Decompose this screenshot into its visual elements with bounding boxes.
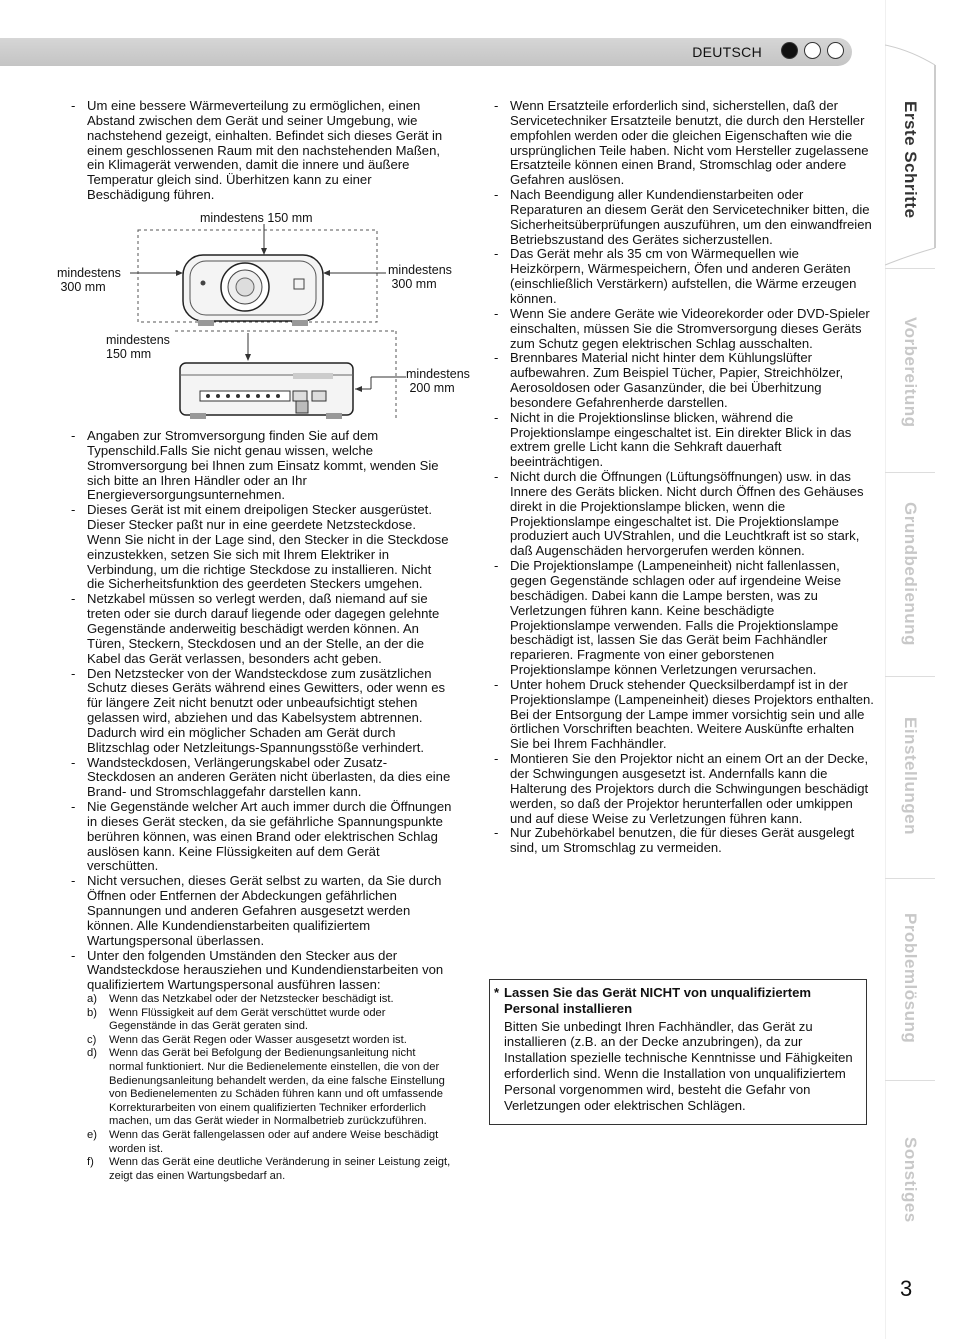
label-left-clearance: mindestens 300 mm	[57, 266, 121, 294]
indicator-dot-active	[781, 42, 798, 59]
sub-item-text: Wenn das Gerät bei Befolgung der Bedienungsanleitung nicht normal funktioniert. Nur die Bedienelemente einstellen, die von der Bedienungsanleitung behandelt werden, da eine falsche Einstellung von Bedienelementen zu Schäden führen kann und oft umfassende Korrekturarbeiten von einem qualifizierten Techniker erforderlich machen, um das Gerät wieder in Normalbetrieb zurückzuführen.	[109, 1047, 445, 1128]
tab-einstellungen[interactable]	[885, 676, 935, 876]
list-item: - Montieren Sie den Projektor nicht an einem Ort an der Decke, der Schwingungen ausgesetzt ist. Andernfalls kann die Halterung des Projektors durch die Schwingungen beschädigt werden, so daß der Projektor herunterfallen oder umkippen und auf diese Weise zu Verletzungen führen kann.	[493, 752, 875, 826]
clearance-diagram	[50, 205, 510, 427]
sub-item-marker: f)	[87, 1156, 94, 1169]
sub-item-marker: b)	[87, 1006, 97, 1019]
list-item: - Nicht in die Projektionslinse blicken, während die Projektionslampe eingeschaltet ist. Ein direkter Blick in das extrem grelle Licht kann die Sehkraft dauerhaft beeinträchtigen.	[493, 411, 875, 470]
sub-item-marker: e)	[87, 1129, 97, 1141]
tab-label: Grundbedienung	[901, 502, 920, 646]
list-item: - Nach Beendigung aller Kundendienstarbeiten oder Reparaturen an diesem Gerät den Servicetechniker bitten, die Sicherheitsüberprüfungen auszuführen, um den einwandfreien Betriebszustand des Gerätes sicherzustellen.	[493, 188, 875, 247]
list-item: - Angaben zur Stromversorgung finden Sie auf dem Typenschild.Falls Sie nicht genau wissen, welche Stromversorgung bei Ihnen zum Einsatz kommt, wenden Sie sich bitte an Ihren Händler oder an Ihr Energieversorgungsunternehmen.	[70, 429, 452, 503]
list-item: - Dieses Gerät ist mit einem dreipoligen Stecker ausgerüstet. Dieser Stecker paßt nur in eine geerdete Netzsteckdose. Wenn Sie nicht in der Lage sind, den Stecker in die Steckdose einzustekken, setzen Sie sich mit Ihrem Elektriker in Verbindung, um die richtige Steckdose zu installieren. Nicht die Sicherheitsfunktion des geerdeten Steckers umgehen.	[70, 503, 452, 592]
tab-label: Erste Schritte	[901, 101, 920, 219]
list-item: - Nur Zubehörkabel benutzen, die für dieses Gerät ausgelegt sind, um Stromschlag zu vermeiden.	[493, 826, 875, 856]
safety-list-right	[493, 99, 875, 856]
page-number: 3	[900, 1276, 913, 1301]
sub-item-text: Wenn Flüssigkeit auf dem Gerät verschüttet wurde oder Gegenstände in das Gerät geraten sind.	[109, 1006, 386, 1033]
tab-problemloesung[interactable]	[885, 878, 935, 1078]
sub-list-item	[87, 1156, 452, 1183]
list-item: - Wenn Sie andere Geräte wie Videorekorder oder DVD-Spieler einschalten, müssen Sie die Stromversorgung dieses Geräts zum Schutz gegen elektrischen Schlag ausschalten.	[493, 307, 875, 352]
tab-erste-schritte[interactable]	[885, 70, 935, 250]
right-column	[493, 99, 875, 856]
tab-divider	[885, 268, 935, 269]
installation-warning-box	[489, 979, 867, 1125]
list-item: - Nicht durch die Öffnungen (Lüftungsöffnungen) usw. in das Innere des Geräts blicken. Nicht durch Öffnen des Gehäuses direkt in die Projektionslampe blicken, wenn die Projektionslampe eingeschaltet ist. Die Projektionslampe produziert auch UVStrahlen, und die Leuchtkraft ist so stark, daß Augenschäden hervorgerufen werden können.	[493, 470, 875, 559]
tab-divider	[885, 472, 935, 473]
sub-item-marker: a)	[87, 993, 97, 1006]
indicator-dot	[827, 42, 844, 59]
tab-label: Sonstiges	[901, 1137, 920, 1223]
list-item: - Nicht versuchen, dieses Gerät selbst zu warten, da Sie durch Öffnen oder Entfernen der Abdeckungen gefährlichen Spannungen und anderen Gefahren ausgesetzt werden können. Alle Kundendienstarbeiten qualifiziertem Wartungspersonal überlassen.	[70, 874, 452, 948]
indicator-dot	[804, 42, 821, 59]
sub-item-marker: c)	[87, 1033, 97, 1046]
label-side-rear-clearance: mindestens 200 mm	[406, 367, 470, 395]
sub-item-text: Wenn das Netzkabel oder der Netzstecker beschädigt ist.	[109, 993, 394, 1006]
note-title: Lassen Sie das Gerät NICHT von unqualifiziertem Personal installieren	[504, 985, 812, 1016]
left-column-list	[70, 429, 452, 1183]
language-label: DEUTSCH	[692, 44, 762, 60]
left-column	[70, 99, 452, 203]
list-item: - Den Netzstecker von der Wandsteckdose zum zusätzlichen Schutz dieses Geräts während eines Gewitters, oder wenn es für längere Zeit nicht benutzt oder unbeaufsichtigt stehen gelassen wird, abziehen und das Kabelsystem abtrennen. Dadurch wird ein möglicher Schaden am Gerät durch Blitzschlag oder Netzleitungs-Spannungsstöße verhindert.	[70, 667, 452, 756]
sub-item-text: Wenn das Gerät fallengelassen oder auf andere Weise beschädigt worden ist.	[109, 1129, 439, 1155]
list-item: - Netzkabel müssen so verlegt werden, daß niemand auf sie treten oder sie durch darauf liegende oder dagegen gelehnte Gegenstände anderweitig beschädigt werden können. An Türen, Steckern, Steckdosen und an der Stelle, an der die Kabel das Gerät verlassen, besonders acht geben.	[70, 592, 452, 666]
list-item: - Nie Gegenstände welcher Art auch immer durch die Öffnungen in dieses Gerät stecken, da sie gefährliche Spannungspunkte berühren können, was einen Brand oder elektrischen Schlag auslösen kann. Keine Flüssigkeiten auf dem Gerät verschütten.	[70, 800, 452, 874]
sub-list-item	[87, 1129, 452, 1156]
note-asterisk: *	[494, 985, 500, 1000]
intro-list	[70, 99, 452, 203]
list-item: - Brennbares Material nicht hinter dem Kühlungslüfter aufbewahren. Zum Beispiel Tücher, Papier, Streichhölzer, Aerosoldosen oder Gasanzünder, die bei Überhitzung besondere Gefahrenherde darstellen.	[493, 351, 875, 410]
sub-list-item	[87, 1007, 452, 1034]
list-item: - Wandsteckdosen, Verlängerungskabel oder Zusatz-Steckdosen an anderen Geräten nicht überlasten, da dies eine Brand- und Stromschlaggefahr darstellen kann.	[70, 756, 452, 801]
service-conditions-list	[70, 993, 452, 1183]
tab-vorbereitung[interactable]	[885, 272, 935, 472]
tab-label: Problemlösung	[901, 912, 920, 1044]
sub-list-item	[87, 1034, 452, 1048]
sub-list-item	[87, 993, 452, 1007]
list-item: - Unter hohem Druck stehender Quecksilberdampf ist in der Projektionslampe (Lampeneinheit) dieses Projektors enthalten. Bei der Entsorgung der Lampe immer vorsichtig sein und alle örtlichen Vorschriften beachten. Weitere Auskünfte erhalten Sie bei Ihrem Fachhändler.	[493, 678, 875, 752]
list-item: - Wenn Ersatzteile erforderlich sind, sicherstellen, daß der Servicetechniker Ersatzteile benutzt, die durch den Hersteller empfohlen werden oder die gleichen Eigenschaften wie die ursprünglichen Teile haben. Nicht vom Hersteller zugelassene Ersatzteile können einen Brand, Stromschlag oder andere Gefahren auslösen.	[493, 99, 875, 188]
list-item: - Um eine bessere Wärmeverteilung zu ermöglichen, einen Abstand zwischen dem Gerät und seiner Umgebung, wie nachstehend gezeigt, einhalten. Befindet sich dieses Gerät in einem geschlossenen Raum mit den nachstehenden Maßen, ein Klimagerät verwenden, damit die innere und äußere Temperatur gleich sind. Überhitzen kann zu einer Beschädigung führen.	[70, 99, 452, 203]
label-top-clearance: mindestens 150 mm	[200, 211, 313, 225]
sub-list-item	[87, 1047, 452, 1129]
list-item: - Unter den folgenden Umständen den Stecker aus der Wandsteckdose herausziehen und Kundendienstarbeiten von qualifiziertem Wartungspersonal ausführen lassen:	[70, 949, 452, 994]
tab-grundbedienung[interactable]	[885, 474, 935, 674]
tab-sonstiges[interactable]	[885, 1080, 935, 1280]
safety-list-left	[70, 429, 452, 993]
section-indicator	[781, 42, 844, 59]
note-body: Bitten Sie unbedingt Ihren Fachhändler, das Gerät zu installieren (z.B. an der Decke anzubringen), da zur Installation spezielle technische Kenntnisse und Fähigkeiten erforderlich sind. Wenn die Installation von unqualifiziertem Personal vorgenommen wird, besteht die Gefahr von Verletzungen oder elektrischen Schlägen.	[504, 1018, 853, 1113]
sub-item-text: Wenn das Gerät eine deutliche Veränderung in seiner Leistung zeigt, zeigt das einen Wartungsbedarf an.	[109, 1156, 451, 1182]
header-bar	[0, 38, 852, 66]
tab-label: Vorbereitung	[901, 316, 920, 428]
side-tab-nav	[885, 0, 954, 1339]
list-item: - Das Gerät mehr als 35 cm von Wärmequellen wie Heizkörpern, Wärmespeichern, Öfen und anderen Geräten (einschließlich Verstärkern) aufstellen, die Wärme erzeugen können.	[493, 247, 875, 306]
sub-item-marker: d)	[87, 1047, 97, 1060]
sub-item-text: Wenn das Gerät Regen oder Wasser ausgesetzt worden ist.	[109, 1033, 407, 1046]
tab-label: Einstellungen	[901, 717, 920, 835]
list-item: - Die Projektionslampe (Lampeneinheit) nicht fallenlassen, gegen Gegenstände schlagen oder auf irgendeine Weise beschädigen. Dabei kann die Lampe bersten, was zu Verletzungen führen kann. Keine beschädigte Projektionslampe verwenden. Falls die Projektionslampe beschädigt ist, lassen Sie das Gerät beim Fachhändler reparieren. Fragmente von einer geborstenen Projektionslampe können Verletzungen verursachen.	[493, 559, 875, 678]
label-side-top-clearance: mindestens 150 mm	[106, 333, 170, 361]
label-right-clearance: mindestens 300 mm	[388, 263, 452, 291]
